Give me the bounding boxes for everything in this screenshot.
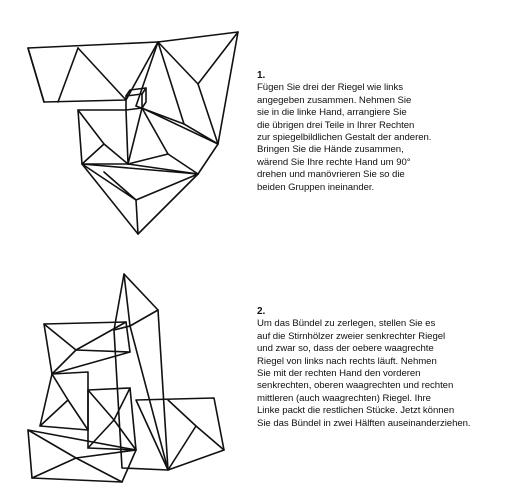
instruction-line: beiden Gruppen ineinander.: [257, 181, 375, 193]
instruction-line: Bringen Sie die Hände zusammen,: [257, 144, 404, 156]
instruction-line: Fügen Sie drei der Riegel wie links: [257, 82, 403, 94]
instruction-line: auf die Stirnhölzer zweier senkrechter Riegel: [257, 330, 446, 342]
instruction-line: und zwar so, dass der oebere waagrechte: [257, 343, 434, 355]
instruction-line: drehen und manövrieren Sie so die: [257, 169, 405, 181]
instruction-step-1: [257, 70, 507, 194]
instruction-line: senkrechten, oberen waagrechten und rechten: [257, 380, 454, 392]
puzzle-illustration-step-2: [18, 270, 240, 490]
step-number: 1.: [257, 70, 266, 81]
instruction-line: mittleren (auch waagrechten) Riegel. Ihre: [257, 392, 431, 404]
instruction-line: sie in die linke Hand, arrangiere Sie: [257, 107, 407, 119]
instruction-line: Sie mit der rechten Hand den vorderen: [257, 368, 421, 380]
step-number: 2.: [257, 306, 266, 317]
instruction-line: Sie das Bündel in zwei Hälften auseinanderziehen.: [257, 417, 471, 429]
instruction-step-2: [257, 306, 507, 430]
instruction-line: wärend Sie Ihre rechte Hand um 90°: [257, 156, 411, 168]
instruction-line: die übrigen drei Teile in Ihrer Rechten: [257, 119, 415, 131]
instruction-line: Riegel von links nach rechts läuft. Nehmen: [257, 355, 437, 367]
instruction-line: Um das Bündel zu zerlegen, stellen Sie es: [257, 318, 436, 330]
puzzle-illustration-step-1: [18, 14, 250, 238]
instruction-line: zur spiegelbildlichen Gestalt der anderen.: [257, 132, 432, 144]
instruction-line: Linke packt die restlichen Stücke. Jetzt können: [257, 405, 455, 417]
instruction-line: angegeben zusammen. Nehmen Sie: [257, 94, 412, 106]
